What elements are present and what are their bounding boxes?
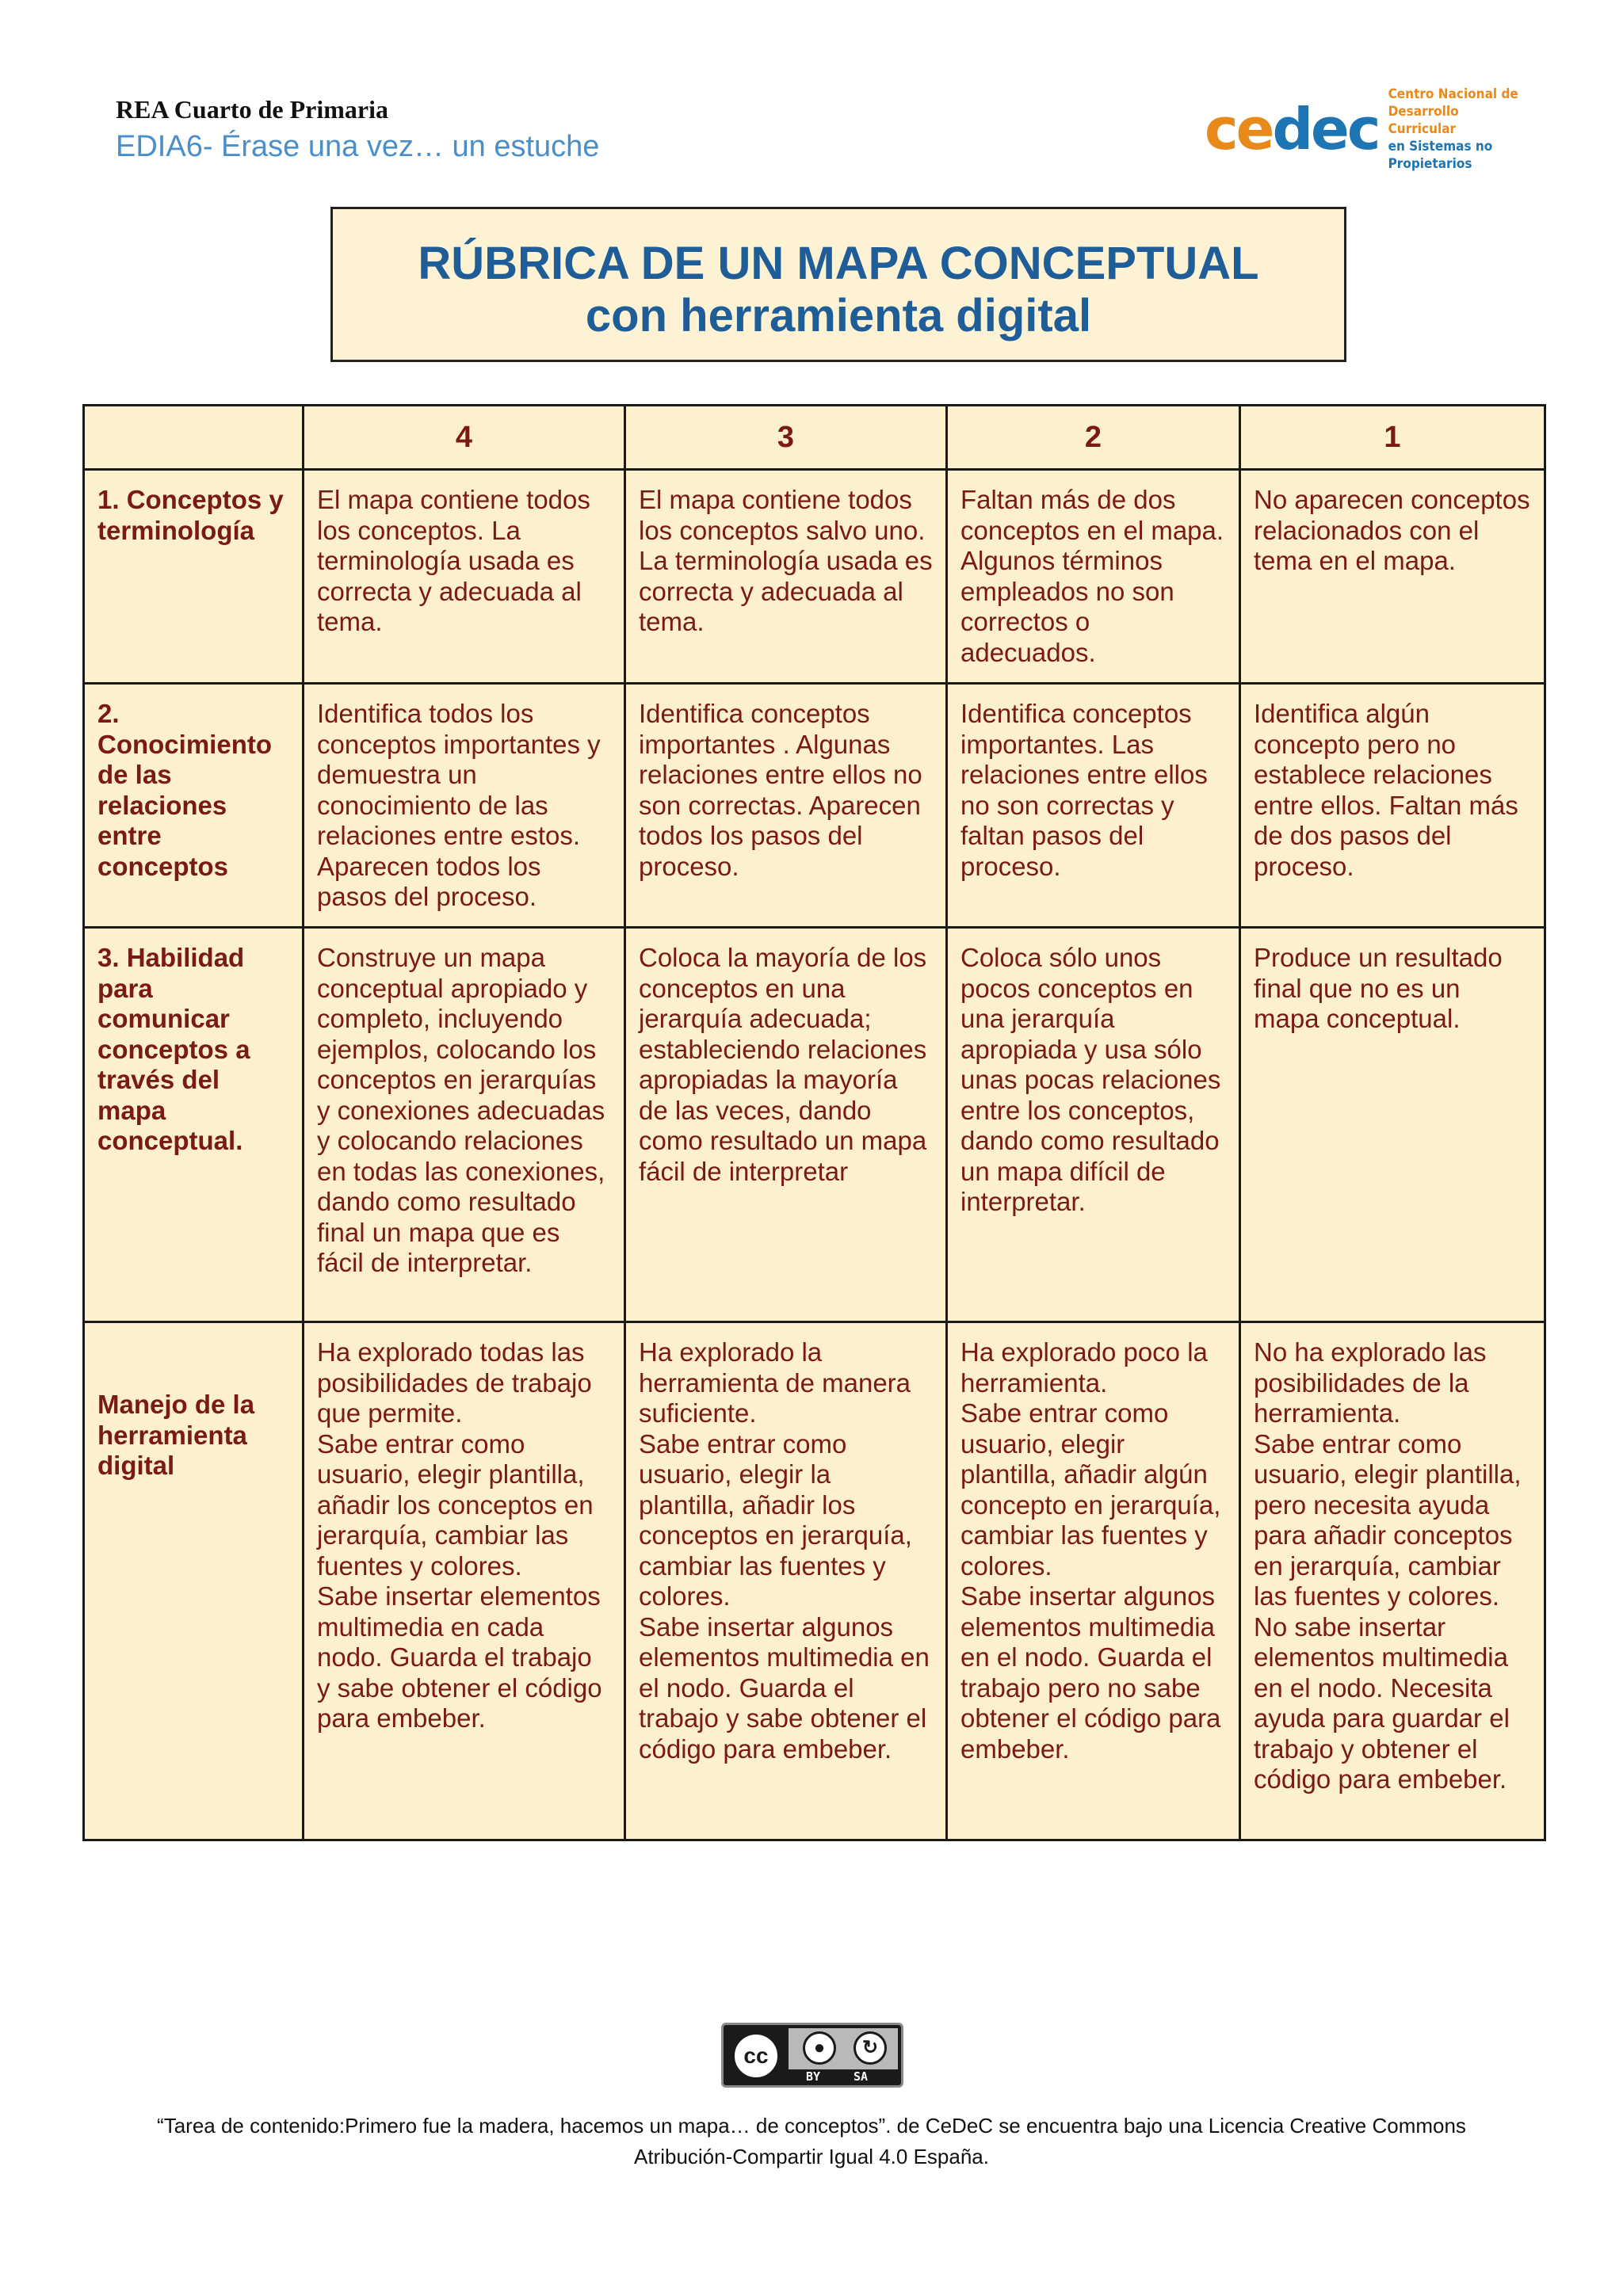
rubric-cell: Ha explorado todas las posibilidades de trabajo que permite. Sabe entrar como usuario, elegir plantilla, añadir los conceptos en jerarquía, cambiar las fuentes y colores. Sabe insertar elementos multimedia en cada nodo. Guarda el trabajo y sabe obtener el código para embeber. (304, 1322, 625, 1840)
rubric-header-row (84, 406, 1545, 470)
attribution-icon: ● (803, 2031, 836, 2065)
rubric-cell: Coloca la mayoría de los conceptos en una jerarquía adecuada; estableciendo relaciones apropiadas la mayoría de las veces, dando como resultado un mapa fácil de interpretar (625, 928, 947, 1322)
rubric-cell: Identifica algún concepto pero no establece relaciones entre ellos. Faltan más de dos pasos del proceso. (1240, 684, 1545, 928)
document-title: RÚBRICA DE UN MAPA CONCEPTUAL (418, 238, 1259, 289)
share-alike-icon: ↻ (854, 2031, 887, 2065)
badge-labels (789, 2069, 898, 2085)
document-subtitle: con herramienta digital (585, 290, 1092, 341)
cc-license-badge[interactable] (721, 2023, 903, 2088)
cedec-tagline (1388, 86, 1522, 173)
rubric-row (84, 1322, 1545, 1840)
rubric-cell: No ha explorado las posibilidades de la herramienta. Sabe entrar como usuario, elegir plantilla, pero necesita ayuda para añadir conceptos en jerarquía, cambiar las fuentes y colores. No sabe insertar elementos multimedia en el nodo. Necesita ayuda para guardar el trabajo y obtener el código para embeber. (1240, 1322, 1545, 1840)
rubric-cell: No aparecen conceptos relacionados con el tema en el mapa. (1240, 470, 1545, 684)
rubric-criterion: 3. Habilidad para comunicar conceptos a través del mapa conceptual. (84, 928, 304, 1322)
rubric-row (84, 470, 1545, 684)
tagline-line: en Sistemas no Propietarios (1388, 139, 1493, 172)
rubric-cell: Faltan más de dos conceptos en el mapa. Algunos términos empleados no son correctos o adecuados. (947, 470, 1240, 684)
cedec-logo (1205, 86, 1522, 172)
cedec-wordmark (1205, 96, 1379, 162)
license-notice-line: “Tarea de contenido:Primero fue la madera, hacemos un mapa… de conceptos”. de CeDeC se encuentra bajo una Licencia Creative Commons (157, 2114, 1466, 2138)
license-notice (111, 2111, 1512, 2172)
creative-commons-icon: cc (731, 2031, 781, 2081)
tagline-line: Centro Nacional de (1388, 86, 1518, 102)
rubric-criterion: Manejo de la herramienta digital (84, 1322, 304, 1840)
rubric-row (84, 684, 1545, 928)
rubric-cell: Coloca sólo unos pocos conceptos en una jerarquía apropiada y usa sólo unas pocas relaciones entre los conceptos, dando como resultado un mapa difícil de interpretar. (947, 928, 1240, 1322)
logo-word-part: de (1272, 96, 1347, 162)
rubric-table (82, 404, 1546, 1841)
rubric-cell: El mapa contiene todos los conceptos salvo uno. La terminología usada es correcta y adecuada al tema. (625, 470, 947, 684)
rubric-header-cell: 3 (625, 406, 947, 470)
logo-word-part: ce (1205, 96, 1273, 162)
rubric-cell: Ha explorado poco la herramienta. Sabe entrar como usuario, elegir plantilla, añadir algún concepto en jerarquía, cambiar las fuentes y colores. Sabe insertar algunos elementos multimedia en el nodo. Guarda el trabajo pero no sabe obtener el código para embeber. (947, 1322, 1240, 1840)
badge-label-sa: SA (854, 2069, 869, 2084)
rubric-cell: Identifica conceptos importantes. Las relaciones entre ellos no son correctas y faltan pasos del proceso. (947, 684, 1240, 928)
rubric-cell: Produce un resultado final que no es un mapa conceptual. (1240, 928, 1545, 1322)
rubric-cell: Construye un mapa conceptual apropiado y completo, incluyendo ejemplos, colocando los conceptos en jerarquías y conexiones adecuadas y colocando relaciones en todas las conexiones, dando como resultado final un mapa que es fácil de interpretar. (304, 928, 625, 1322)
rubric-cell: Identifica todos los conceptos importantes y demuestra un conocimiento de las relaciones entre estos. Aparecen todos los pasos del proceso. (304, 684, 625, 928)
rubric-header-cell: 2 (947, 406, 1240, 470)
license-notice-line: Atribución-Compartir Igual 4.0 España. (633, 2145, 989, 2168)
logo-word-part: c (1346, 96, 1379, 162)
course-label: REA Cuarto de Primaria (116, 95, 388, 124)
badge-label-by: BY (806, 2069, 821, 2084)
rubric-header-cell: 1 (1240, 406, 1545, 470)
rubric-row (84, 928, 1545, 1322)
rubric-header-cell: 4 (304, 406, 625, 470)
rubric-criterion: 1. Conceptos y terminología (84, 470, 304, 684)
rubric-header-cell (84, 406, 304, 470)
rubric-cell: El mapa contiene todos los conceptos. La terminología usada es correcta y adecuada al tema. (304, 470, 625, 684)
rubric-cell: Identifica conceptos importantes . Algunas relaciones entre ellos no son correctas. Aparecen todos los pasos del proceso. (625, 684, 947, 928)
document-title-box (330, 207, 1346, 362)
rubric-criterion: 2. Conocimiento de las relaciones entre conceptos (84, 684, 304, 928)
rubric-cell: Ha explorado la herramienta de manera suficiente. Sabe entrar como usuario, elegir la plantilla, añadir los conceptos en jerarquía, cambiar las fuentes y colores. Sabe insertar algunos elementos multimedia en el nodo. Guarda el trabajo y sabe obtener el código para embeber. (625, 1322, 947, 1840)
tagline-line: Desarrollo Curricular (1388, 104, 1459, 137)
activity-title: EDIA6- Érase una vez… un estuche (116, 130, 600, 163)
